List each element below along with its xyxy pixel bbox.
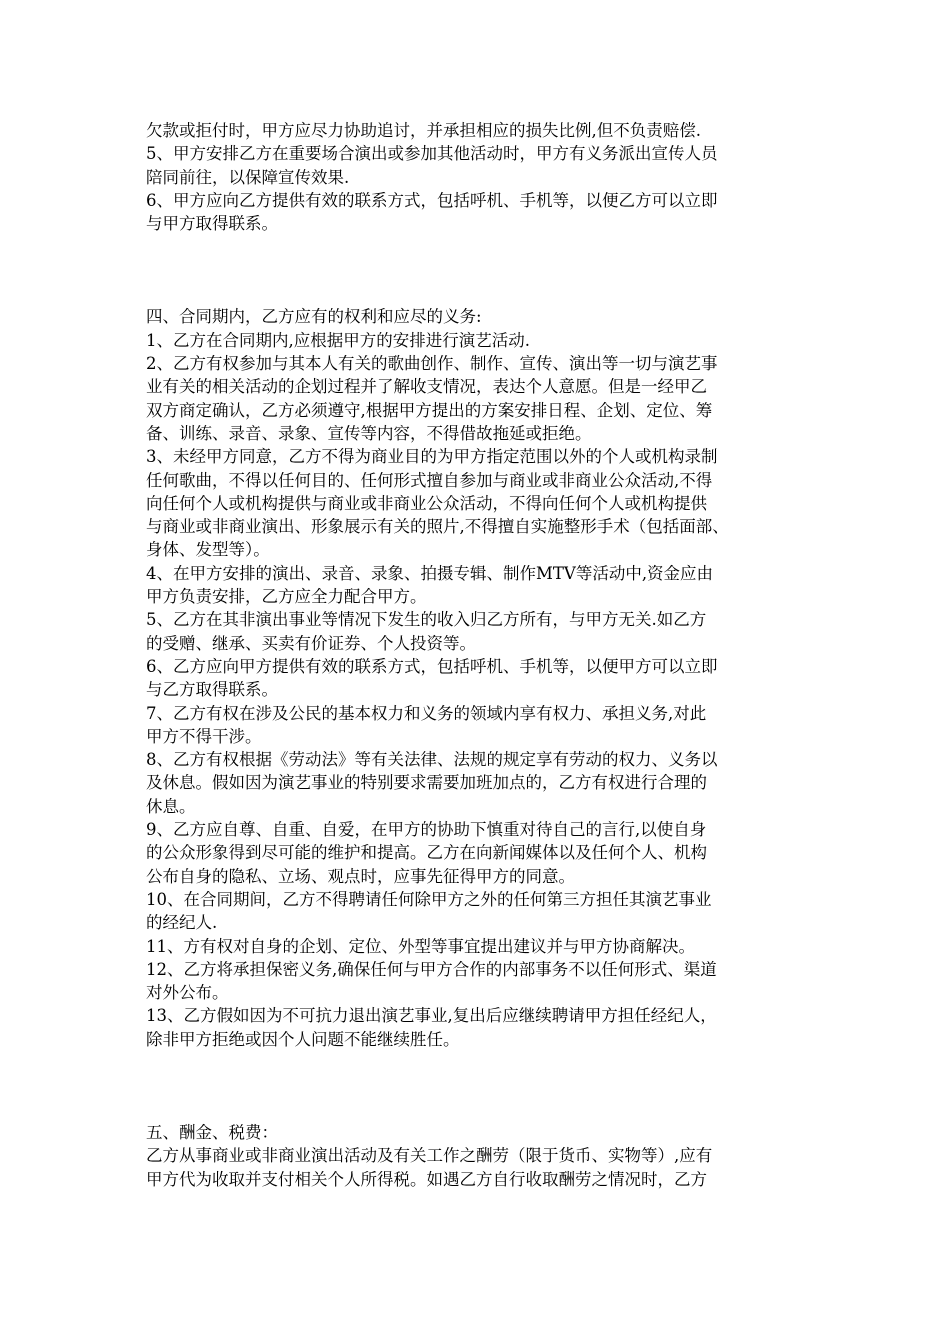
paragraph — [146, 189, 816, 236]
text-line: 6、甲方应向乙方提供有效的联系方式，包括呼机、手机等，以便乙方可以立即 — [146, 190, 718, 210]
text-line: 四、合同期内，乙方应有的权利和应尽的义务: — [146, 307, 482, 327]
text-line: 5、乙方在其非演出事业等情况下发生的收入归乙方所有，与甲方无关.如乙方 — [146, 610, 707, 630]
text-line: 的公众形象得到尽可能的维护和提高。乙方在向新闻媒体以及任何个人、机构 — [146, 843, 707, 863]
text-line: 休息。 — [146, 796, 196, 816]
paragraph — [146, 1121, 816, 1144]
text-line: 2、乙方有权参加与其本人有关的歌曲创作、制作、宣传、演出等一切与演艺事 — [146, 354, 718, 374]
paragraph — [146, 119, 816, 142]
text-line: 与乙方取得联系。 — [146, 680, 278, 700]
paragraph — [146, 748, 816, 818]
text-line: 9、乙方应自尊、自重、自爱，在甲方的协助下慎重对待自己的言行,以使自身 — [146, 820, 707, 840]
document-body — [146, 119, 816, 1191]
paragraph — [146, 818, 816, 888]
text-line: 双方商定确认，乙方必须遵守,根据甲方提出的方案安排日程、企划、定位、筹 — [146, 400, 713, 420]
section-gap — [146, 235, 816, 305]
text-line: 五、酬金、税费： — [146, 1122, 278, 1142]
text-line: 4、在甲方安排的演出、录音、录象、拍摄专辑、制作MTV等活动中,资金应由 — [146, 563, 714, 583]
text-line: 8、乙方有权根据《劳动法》等有关法律、法规的规定享有劳动的权力、义务以 — [146, 750, 718, 770]
section-gap — [146, 1051, 816, 1121]
text-line: 任何歌曲，不得以任何目的、任何形式擅自参加与商业或非商业公众活动,不得 — [146, 470, 713, 490]
text-line: 陪同前往，以保障宣传效果. — [146, 167, 350, 187]
text-line: 13、乙方假如因为不可抗力退出演艺事业,复出后应继续聘请甲方担任经纪人， — [146, 1006, 717, 1026]
text-line: 及休息。假如因为演艺事业的特别要求需要加班加点的，乙方有权进行合理的 — [146, 773, 707, 793]
paragraph — [146, 142, 816, 189]
text-line: 7、乙方有权在涉及公民的基本权力和义务的领域内享有权力、承担义务,对此 — [146, 703, 707, 723]
text-line: 甲方代为收取并支付相关个人所得税。如遇乙方自行收取酬劳之情况时，乙方 — [146, 1169, 707, 1189]
paragraph — [146, 888, 816, 935]
text-line: 向任何个人或机构提供与商业或非商业公众活动，不得向任何个人或机构提供 — [146, 493, 707, 513]
paragraph — [146, 352, 816, 445]
paragraph — [146, 305, 816, 328]
paragraph — [146, 329, 816, 352]
text-line: 的受赠、继承、买卖有价证券、个人投资等。 — [146, 633, 476, 653]
text-line: 公布自身的隐私、立场、观点时，应事先征得甲方的同意。 — [146, 866, 575, 886]
text-line: 与商业或非商业演出、形象展示有关的照片,不得擅自实施整形手术（包括面部、 — [146, 517, 729, 537]
text-line: 备、训练、录音、录象、宣传等内容，不得借故拖延或拒绝。 — [146, 423, 592, 443]
text-line: 欠款或拒付时，甲方应尽力协助追讨，并承担相应的损失比例,但不负责赔偿. — [146, 121, 701, 140]
text-line: 甲方负责安排，乙方应全力配合甲方。 — [146, 587, 427, 607]
paragraph — [146, 608, 816, 655]
text-line: 身体、发型等）。 — [146, 540, 270, 560]
text-line: 除非甲方拒绝或因个人问题不能继续胜任。 — [146, 1029, 460, 1049]
text-line: 的经纪人. — [146, 913, 218, 933]
text-line: 3、未经甲方同意，乙方不得为商业目的为甲方指定范围以外的个人或机构录制 — [146, 447, 718, 467]
paragraph — [146, 935, 816, 958]
paragraph — [146, 655, 816, 702]
paragraph — [146, 958, 816, 1005]
text-line: 1、乙方在合同期内,应根据甲方的安排进行演艺活动. — [146, 330, 530, 350]
text-line: 业有关的相关活动的企划过程并了解收支情况，表达个人意愿。但是一经甲乙 — [146, 377, 707, 397]
paragraph — [146, 562, 816, 609]
text-line: 5、甲方安排乙方在重要场合演出或参加其他活动时，甲方有义务派出宣传人员 — [146, 144, 718, 164]
text-line: 12、乙方将承担保密义务,确保任何与甲方合作的内部事务不以任何形式、渠道 — [146, 959, 717, 979]
paragraph — [146, 445, 816, 561]
paragraph — [146, 702, 816, 749]
paragraph — [146, 1004, 816, 1051]
text-line: 10、在合同期间，乙方不得聘请任何除甲方之外的任何第三方担任其演艺事业 — [146, 889, 712, 909]
text-line: 11、方有权对自身的企划、定位、外型等事宜提出建议并与甲方协商解决。 — [146, 936, 695, 956]
text-line: 甲方不得干涉。 — [146, 726, 262, 746]
text-line: 乙方从事商业或非商业演出活动及有关工作之酬劳（限于货币、实物等）,应有 — [146, 1146, 713, 1166]
paragraph — [146, 1144, 816, 1191]
text-line: 对外公布。 — [146, 983, 229, 1003]
text-line: 6、乙方应向甲方提供有效的联系方式，包括呼机、手机等，以便甲方可以立即 — [146, 656, 718, 676]
text-line: 与甲方取得联系。 — [146, 214, 278, 234]
